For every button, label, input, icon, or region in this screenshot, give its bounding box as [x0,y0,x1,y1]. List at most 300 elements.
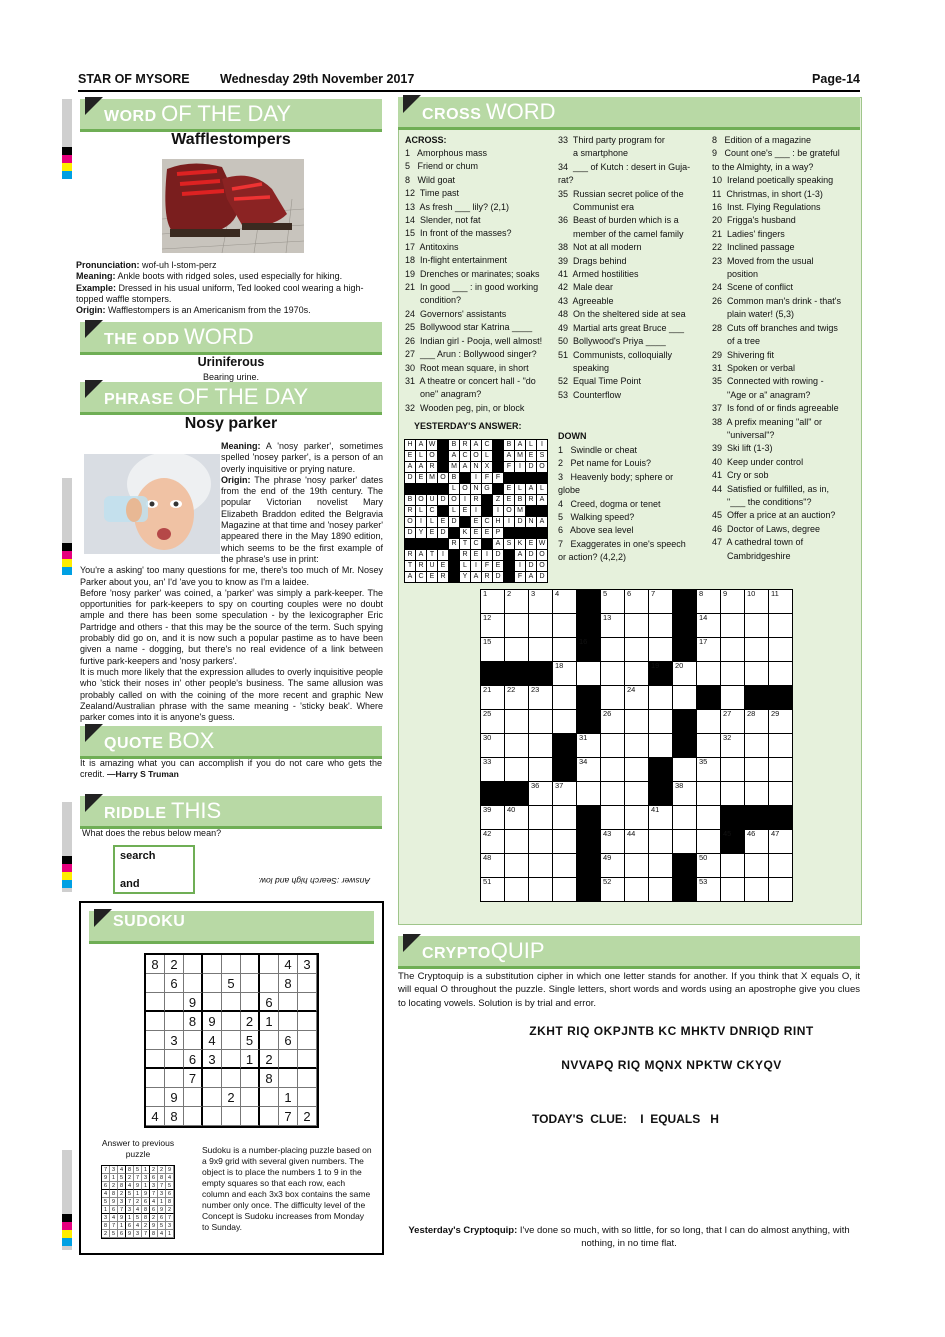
yesterday-cell: R [449,539,459,549]
yesterday-cell: O [504,506,514,516]
clue-number: 14 [699,613,708,622]
crossword-black-cell [577,710,600,733]
crossword-cell[interactable] [649,878,672,901]
sudoku-cell: 5 [222,974,241,993]
crossword-cell[interactable] [553,782,576,805]
crossword-cell[interactable] [481,830,504,853]
sudoku-cell [298,1031,317,1050]
crossword-cell[interactable] [625,662,648,685]
sudoku-cell [279,993,298,1012]
crossword-cell[interactable] [553,878,576,901]
clue-number: 26 [603,709,612,718]
answer-cell: 4 [134,1222,142,1230]
yesterday-cell: W [538,540,546,547]
crossword-cell[interactable] [481,590,504,613]
crossword-cell[interactable] [673,806,696,829]
answer-cell: 9 [166,1166,174,1174]
crossword-cell[interactable] [769,710,792,733]
crossword-cell[interactable] [505,686,528,709]
sudoku-header: SUDOKU [89,911,374,944]
crossword-black-cell [769,686,792,709]
yesterday-cell: A [449,451,459,461]
crossword-cell[interactable] [769,734,792,757]
crossword-cell[interactable] [649,590,672,613]
crossword-cell[interactable] [721,854,744,877]
down-clue: 10 Ireland poetically speaking [712,175,834,186]
yesterday-cell: T [427,550,437,560]
yesterday-cell: E [526,539,536,549]
crossword-cell[interactable] [745,638,768,661]
clue-number: 52 [603,877,612,886]
crossword-cell[interactable] [553,710,576,733]
crossword-cell[interactable] [529,590,552,613]
crossword-cell[interactable] [529,758,552,781]
sudoku-cell [184,955,203,974]
crossword-cell[interactable] [697,734,720,757]
crossword-cell[interactable] [481,854,504,877]
sudoku-cell [203,1107,222,1126]
sudoku-cell [203,955,222,974]
yesterday-cell: E [438,517,448,527]
answer-cell: 9 [118,1214,126,1222]
crossword-cell[interactable] [649,686,672,709]
yesterday-cell: R [526,495,536,505]
answer-cell: 9 [134,1182,142,1190]
crossword-cell[interactable] [745,854,768,877]
rebus-bottom-word: and [120,878,140,890]
down-clue: 9 Count one's ___ : be grateful [712,148,840,159]
crossword-cell[interactable] [481,638,504,661]
crossword-cell[interactable] [649,614,672,637]
answer-cell: 6 [150,1206,158,1214]
down-clue: 7 Exaggerates in one's speech [558,538,686,549]
sudoku-cell [146,1069,165,1088]
down-title: DOWN [558,431,587,441]
yesterday-cell: I [515,462,525,472]
yesterday-cell [504,473,514,483]
crossword-cell[interactable] [625,710,648,733]
crossword-cell[interactable] [745,758,768,781]
answer-cell: 3 [110,1166,118,1174]
answer-cell: 6 [118,1230,126,1238]
across-title: ACROSS: [405,135,447,145]
crossword-cell[interactable] [553,614,576,637]
clue-number: 31 [579,733,588,742]
crossword-cell[interactable] [529,806,552,829]
crossword-cell[interactable] [625,590,648,613]
crossword-cell[interactable] [769,782,792,805]
answer-cell: 1 [158,1198,166,1206]
crossword-cell[interactable] [625,854,648,877]
yesterday-cell: O [537,550,547,560]
yesterday-cell: T [460,539,470,549]
crossword-cell[interactable] [649,710,672,733]
crossword-cell[interactable] [649,638,672,661]
clue-number: 51 [483,877,492,886]
answer-cell: 1 [110,1174,118,1182]
sudoku-cell [298,1012,317,1031]
crossword-cell[interactable] [529,710,552,733]
answer-cell: 6 [142,1198,150,1206]
crossword-cell[interactable] [553,638,576,661]
crossword-cell[interactable] [481,710,504,733]
yesterday-cell: D [526,550,536,560]
crossword-cell[interactable] [577,662,600,685]
crossword-cell[interactable] [625,782,648,805]
clue-number: 53 [699,877,708,886]
yesterday-cell [438,506,448,516]
crossword-cell[interactable] [625,638,648,661]
crossword-cell[interactable] [577,734,600,757]
crossword-cell[interactable] [601,782,624,805]
crossword-black-cell [673,614,696,637]
yesterday-cell [482,506,492,516]
crossword-cell[interactable] [481,758,504,781]
yesterday-cell: L [416,506,426,516]
answer-cell: 4 [150,1198,158,1206]
yesterday-cell: B [449,473,459,483]
crossword-cell[interactable] [721,614,744,637]
crossword-cell[interactable] [529,734,552,757]
answer-cell: 9 [150,1222,158,1230]
sudoku-cell [146,974,165,993]
sudoku-cell [241,955,260,974]
crossword-black-cell [721,830,744,853]
crossword-cell[interactable] [673,758,696,781]
crossword-cell[interactable] [745,710,768,733]
yesterday-cell: B [515,495,525,505]
crossword-cell[interactable] [769,614,792,637]
crossword-cell[interactable] [505,830,528,853]
answer-cell: 2 [150,1166,158,1174]
crossword-cell[interactable] [505,878,528,901]
clue-number: 45 [723,829,732,838]
word-title: Wafflestompers [171,131,291,148]
down-clue: "___ the conditions"? [712,496,812,507]
sudoku-cell [260,1031,279,1050]
crossword-cell[interactable] [625,830,648,853]
yesterday-cell: E [427,528,437,538]
down-clue: 47 A cathedral town of [712,537,804,548]
crossword-cell[interactable] [769,638,792,661]
yesterday-cell [493,484,503,494]
crossword-cell[interactable] [649,806,672,829]
yesterday-cell [537,506,547,516]
crossword-cell[interactable] [505,758,528,781]
clue-number: 37 [555,781,564,790]
crossword-black-cell [673,734,696,757]
crossword-cell[interactable] [673,662,696,685]
cryptoquip-line-1: ZKHT RIQ OKPJNTB KC MHKTV DNRIQD RINT [529,1024,814,1038]
crossword-cell[interactable] [673,782,696,805]
crossword-cell[interactable] [721,662,744,685]
down-clue: plain water! (5,3) [712,309,795,320]
sudoku-answer-label: Answer to previous puzzle [101,1138,175,1159]
yesterday-cell [537,473,547,483]
across-clue: 41 Armed hostilities [558,269,639,280]
sudoku-cell: 8 [146,955,165,974]
crossword-cell[interactable] [529,830,552,853]
crossword-cell[interactable] [505,854,528,877]
sudoku-cell [260,1107,279,1126]
crossword-cell[interactable] [673,686,696,709]
crossword-cell[interactable] [625,758,648,781]
crossword-cell[interactable] [601,662,624,685]
clue-number: 7 [651,589,656,598]
crossword-cell[interactable] [745,590,768,613]
crossword-cell[interactable] [601,854,624,877]
crossword-cell[interactable] [769,854,792,877]
clue-number: 23 [531,685,540,694]
answer-cell: 9 [110,1198,118,1206]
crossword-cell[interactable] [721,590,744,613]
yesterday-cell: O [449,495,459,505]
crossword-cell[interactable] [697,614,720,637]
crossword-cell[interactable] [601,614,624,637]
sudoku-cell: 2 [241,1012,260,1031]
answer-cell: 6 [102,1182,110,1190]
crossword-cell[interactable] [721,686,744,709]
clue-number: 11 [771,589,779,598]
clue-number: 32 [723,733,732,742]
yesterday-cell: I [438,550,448,560]
yesterday-cell: O [471,451,481,461]
yesterday-cell [449,550,459,560]
clue-number: 3 [531,589,536,598]
sudoku-cell [184,974,203,993]
sudoku-cell [165,1069,184,1088]
phrase-header: PHRASE OF THE DAY [80,382,382,415]
clue-number: 33 [483,757,492,766]
yesterday-cell [427,484,437,494]
yesterday-cell: N [471,462,481,472]
crossword-cell[interactable] [601,710,624,733]
sudoku-cell [184,1088,203,1107]
answer-cell: 8 [118,1182,126,1190]
crossword-cell[interactable] [673,830,696,853]
sudoku-description: Sudoku is a number-placing puzzle based on a 9x9 grid with several given numbers. The object is to place the numbers 1 to 9 in the empty squares so that each row, each column and each 3x3 box contains the same number only once. The difficulty level of the Concept is Sudoku increases from Monday to Sunday. [202,1145,372,1232]
crossword-cell[interactable] [553,590,576,613]
down-clues-2 [712,134,852,563]
clue-number: 19 [651,661,660,670]
sudoku-cell [203,993,222,1012]
yesterday-cell: D [438,528,448,538]
clue-number: 4 [555,589,560,598]
crossword-cell[interactable] [745,782,768,805]
cryptoquip-yesterday: Yesterday's Cryptoquip: I've done so much, with so little, for so long, that I can do almost anything, with nothing, in no time flat. [408,1225,850,1249]
crossword-cell[interactable] [505,590,528,613]
crossword-cell[interactable] [721,638,744,661]
yesterday-cell [537,528,547,538]
yesterday-cell: M [449,462,459,472]
crossword-cell[interactable] [601,638,624,661]
crossword-cell[interactable] [697,830,720,853]
across-clue: 30 Root mean square, in short [405,362,529,373]
sudoku-cell [260,1088,279,1107]
crossword-cell[interactable] [601,590,624,613]
crossword-black-cell [673,710,696,733]
answer-cell: 9 [142,1190,150,1198]
sudoku-cell [241,1107,260,1126]
riddle-question: What does the rebus below mean? [82,828,222,838]
crossword-cell[interactable] [721,710,744,733]
crossword-cell[interactable] [769,878,792,901]
crossword-cell[interactable] [697,782,720,805]
sudoku-cell [146,1050,165,1069]
yesterday-cell: O [537,462,547,472]
down-clue: 35 Connected with rowing - [712,376,824,387]
crossword-cell[interactable] [505,614,528,637]
clue-number: 8 [699,589,704,598]
crossword-cell[interactable] [649,830,672,853]
yesterday-cell: A [405,462,415,472]
crossword-cell[interactable] [601,878,624,901]
crossword-cell[interactable] [553,686,576,709]
crossword-cell[interactable] [481,878,504,901]
answer-cell: 4 [110,1214,118,1222]
answer-cell: 9 [158,1206,166,1214]
across-clue: condition? [405,295,462,306]
crossword-cell[interactable] [481,614,504,637]
crossword-cell[interactable] [529,614,552,637]
yesterday-cell [427,539,437,549]
crossword-cell[interactable] [697,854,720,877]
crossword-cell[interactable] [553,854,576,877]
crossword-cell[interactable] [553,830,576,853]
answer-cell: 7 [102,1166,110,1174]
quote-text: It is amazing what you can accomplish if you do not care who gets the credit. [80,758,382,780]
crossword-cell[interactable] [721,758,744,781]
clue-number: 39 [483,805,492,814]
yesterday-cell: O [405,517,415,527]
crossword-cell[interactable] [649,734,672,757]
crossword-cell[interactable] [625,878,648,901]
quote-author: —Harry S Truman [107,769,179,780]
across-clue: 49 Martial arts great Bruce ___ [558,322,685,333]
sudoku-cell: 4 [146,1107,165,1126]
sudoku-cell [222,1107,241,1126]
crossword-cell[interactable] [625,614,648,637]
crossword-black-cell [577,686,600,709]
crossword-cell[interactable] [529,686,552,709]
crossword-cell[interactable] [721,878,744,901]
crossword-cell[interactable] [481,734,504,757]
crossword-cell[interactable] [529,878,552,901]
down-clue: 38 A prefix meaning "all" or [712,416,822,427]
phrase-title: Nosy parker [184,415,278,432]
yesterday-cell: L [427,517,437,527]
crossword-cell[interactable] [601,806,624,829]
down-clue: 23 Moved from the usual [712,255,814,266]
crossword-cell[interactable] [553,806,576,829]
yesterday-cell: M [515,506,525,516]
yesterday-cell: I [471,473,481,483]
across-clue: 33 Third party program for [558,135,665,145]
yesterday-cell: D [526,561,536,571]
yesterday-cell: E [438,561,448,571]
crossword-cell[interactable] [697,758,720,781]
crossword-cell[interactable] [697,806,720,829]
cryptoquip-clue: TODAY'S CLUE: I EQUALS H [532,1112,719,1126]
clue-number: 17 [699,637,708,646]
crossword-cell[interactable] [601,686,624,709]
yesterday-cell: A [471,572,481,582]
crossword-cell[interactable] [601,830,624,853]
crossword-cell[interactable] [745,878,768,901]
yesterday-cell: N [471,484,481,494]
crossword-cell[interactable] [769,758,792,781]
answer-cell: 4 [118,1166,126,1174]
crossword-cell[interactable] [625,734,648,757]
crossword-cell[interactable] [697,878,720,901]
yesterday-cell: A [537,517,547,527]
clue-number: 28 [747,709,756,718]
answer-cell: 7 [166,1214,174,1222]
crossword-cell[interactable] [577,758,600,781]
crossword-cell[interactable] [697,638,720,661]
crossword-cell[interactable] [745,614,768,637]
yesterday-cell: C [482,517,492,527]
crossword-cell[interactable] [529,854,552,877]
crossword-black-cell [673,590,696,613]
answer-cell: 5 [158,1222,166,1230]
yesterday-cell [515,473,525,483]
crossword-cell[interactable] [745,662,768,685]
crossword-cell[interactable] [481,806,504,829]
down-clue: of a tree [712,336,761,347]
crossword-cell[interactable] [553,662,576,685]
answer-cell: 5 [110,1230,118,1238]
sudoku-cell [241,993,260,1012]
yesterday-cell [526,506,536,516]
crossword-cell[interactable] [577,782,600,805]
crossword-cell[interactable] [769,830,792,853]
answer-cell: 1 [102,1206,110,1214]
crossword-cell[interactable] [649,854,672,877]
crossword-cell[interactable] [505,710,528,733]
answer-cell: 8 [166,1198,174,1206]
crossword-black-cell [649,662,672,685]
crossword-cell[interactable] [697,710,720,733]
crossword-cell[interactable] [625,806,648,829]
crossword-cell[interactable] [745,830,768,853]
crossword-cell[interactable] [769,662,792,685]
clue-number: 40 [507,805,516,814]
crossword-cell[interactable] [625,686,648,709]
crossword-cell[interactable] [721,782,744,805]
crossword-cell[interactable] [745,734,768,757]
yesterday-cell [482,495,492,505]
crossword-cell[interactable] [721,734,744,757]
clue-number: 12 [483,613,492,622]
crossword-cell[interactable] [529,782,552,805]
crossword-cell[interactable] [601,734,624,757]
crossword-cell[interactable] [601,758,624,781]
crossword-black-cell [481,782,504,805]
crossword-cell[interactable] [505,806,528,829]
yesterday-cell: C [427,506,437,516]
crossword-cell[interactable] [529,638,552,661]
crossword-cell[interactable] [481,686,504,709]
crossword-cell[interactable] [505,638,528,661]
answer-cell: 6 [158,1214,166,1222]
crossword-cell[interactable] [697,590,720,613]
crossword-cell[interactable] [697,662,720,685]
crossword-cell[interactable] [505,734,528,757]
yesterday-cell: E [405,451,415,461]
crossword-cell[interactable] [769,590,792,613]
cryptoquip-header: CRYPTOQUIP [398,936,860,969]
